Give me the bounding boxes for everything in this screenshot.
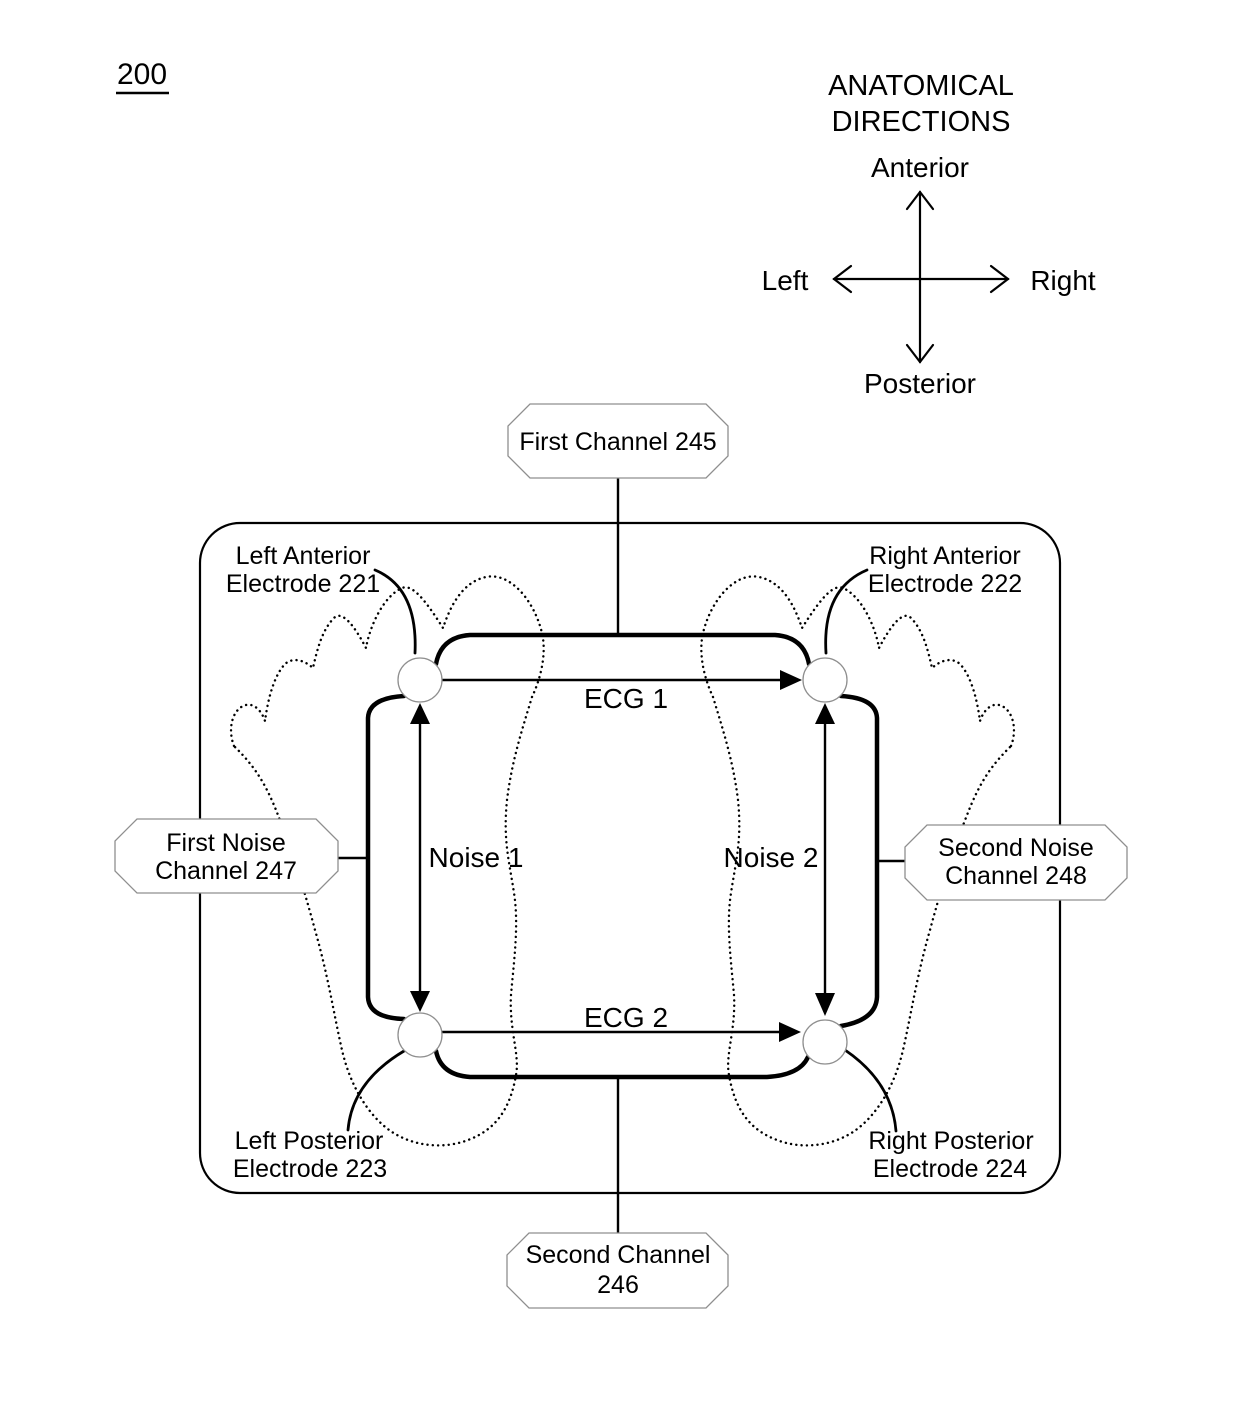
left-anterior-electrode-circle <box>398 658 442 702</box>
right-posterior-leader <box>845 1050 896 1131</box>
noise1-up-arrowhead-icon <box>410 703 430 724</box>
compass-posterior-label: Posterior <box>863 368 977 399</box>
right-posterior-label-line1: Right Posterior <box>868 1127 1034 1155</box>
ecg2-label: ECG 2 <box>583 1002 669 1033</box>
second-channel-label-line1: Second Channel <box>525 1241 711 1269</box>
compass-title-line1: ANATOMICAL <box>828 70 1014 102</box>
ecg1-label: ECG 1 <box>583 683 669 714</box>
right-anterior-leader <box>826 570 867 653</box>
second-channel-label-line2: 246 <box>597 1271 639 1299</box>
figure-number: 200 <box>117 58 168 91</box>
noise2-down-arrowhead-icon <box>815 993 835 1016</box>
right-anterior-electrode-circle <box>803 658 847 702</box>
left-anterior-leader <box>375 570 415 653</box>
right-posterior-electrode-circle <box>803 1020 847 1064</box>
compass-anterior-label: Anterior <box>870 152 970 183</box>
left-anterior-label-line1: Left Anterior <box>235 542 371 570</box>
ecg2-arrowhead-icon <box>779 1022 801 1042</box>
right-posterior-label-line2: Electrode 224 <box>872 1155 1028 1183</box>
compass-right-label: Right <box>1030 265 1096 296</box>
left-anterior-label-line2: Electrode 221 <box>225 570 381 598</box>
compass-left-label: Left <box>761 265 809 296</box>
left-posterior-electrode-circle <box>398 1013 442 1057</box>
noise1-down-arrowhead-icon <box>410 991 430 1012</box>
first-noise-label-line1: First Noise <box>166 829 286 857</box>
right-anterior-label-line1: Right Anterior <box>869 542 1021 570</box>
first-noise-label-line2: Channel 247 <box>155 857 297 885</box>
compass-title-line2: DIRECTIONS <box>831 106 1011 138</box>
first-channel-label: First Channel 245 <box>519 428 717 456</box>
ecg1-arrowhead-icon <box>780 670 802 690</box>
noise1-label: Noise 1 <box>428 842 524 873</box>
noise2-label: Noise 2 <box>723 842 819 873</box>
right-anterior-label-line2: Electrode 222 <box>867 570 1023 598</box>
left-posterior-label-line2: Electrode 223 <box>232 1155 388 1183</box>
noise1-arrow <box>410 703 430 1012</box>
left-posterior-label-line1: Left Posterior <box>234 1127 384 1155</box>
anatomical-compass <box>762 70 1096 399</box>
second-noise-label-line2: Channel 248 <box>945 862 1087 890</box>
noise2-up-arrowhead-icon <box>815 703 835 724</box>
second-noise-label-line1: Second Noise <box>938 834 1094 862</box>
